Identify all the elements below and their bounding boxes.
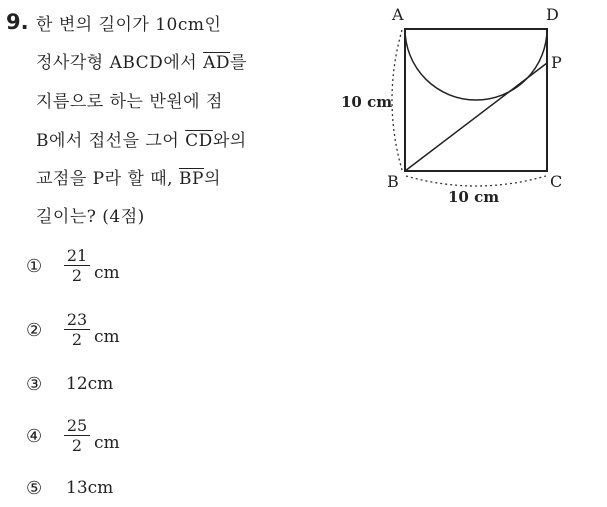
- question-text: 지름으로 하는 반원에 점: [36, 92, 223, 112]
- segment-cd: $\overline{CD}$: [185, 131, 213, 151]
- choice-mark: ①: [26, 256, 43, 277]
- numerator: 25: [64, 416, 90, 436]
- choice-text: 12cm: [66, 374, 114, 394]
- question-text: 한 변의 길이가 10cm인: [36, 15, 222, 35]
- bottom-dimension-arc: [406, 176, 546, 186]
- unit: cm: [94, 327, 120, 347]
- question-text: B에서 접선을 그어: [36, 131, 186, 151]
- label-a: A: [392, 5, 404, 24]
- choice-mark: ②: [26, 320, 43, 341]
- bottom-side-length-label: 10 cm: [448, 188, 500, 206]
- choice-mark: ④: [26, 426, 43, 447]
- question-text: 를: [229, 53, 247, 73]
- choice-text: 13cm: [66, 478, 114, 498]
- question-text: 길이는? (4점): [36, 207, 145, 227]
- choice-mark: ⑤: [26, 478, 43, 499]
- question-text: 와의: [212, 131, 247, 151]
- numerator: 23: [64, 310, 90, 330]
- segment-bp: $\overline{BP}$: [179, 169, 204, 189]
- choice-mark: ③: [26, 374, 43, 395]
- label-b: B: [387, 172, 399, 191]
- segment-ad: $\overline{AD}$: [203, 53, 230, 73]
- question-text: 교점을 P라 할 때,: [36, 169, 179, 189]
- label-d: D: [546, 5, 559, 24]
- denominator: 2: [71, 266, 83, 285]
- question-text: 정사각형 ABCD에서: [36, 53, 204, 73]
- numerator: 21: [64, 246, 90, 266]
- left-side-length-label: 10 cm: [341, 93, 393, 111]
- unit: cm: [94, 433, 120, 453]
- denominator: 2: [71, 436, 83, 455]
- label-c: C: [550, 172, 563, 191]
- left-dimension-arc: [392, 30, 402, 170]
- question-text: 의: [203, 169, 221, 189]
- question-number: 9.: [6, 10, 29, 34]
- label-p: P: [551, 53, 562, 72]
- semicircle: [405, 29, 547, 100]
- denominator: 2: [71, 330, 83, 349]
- unit: cm: [94, 263, 120, 283]
